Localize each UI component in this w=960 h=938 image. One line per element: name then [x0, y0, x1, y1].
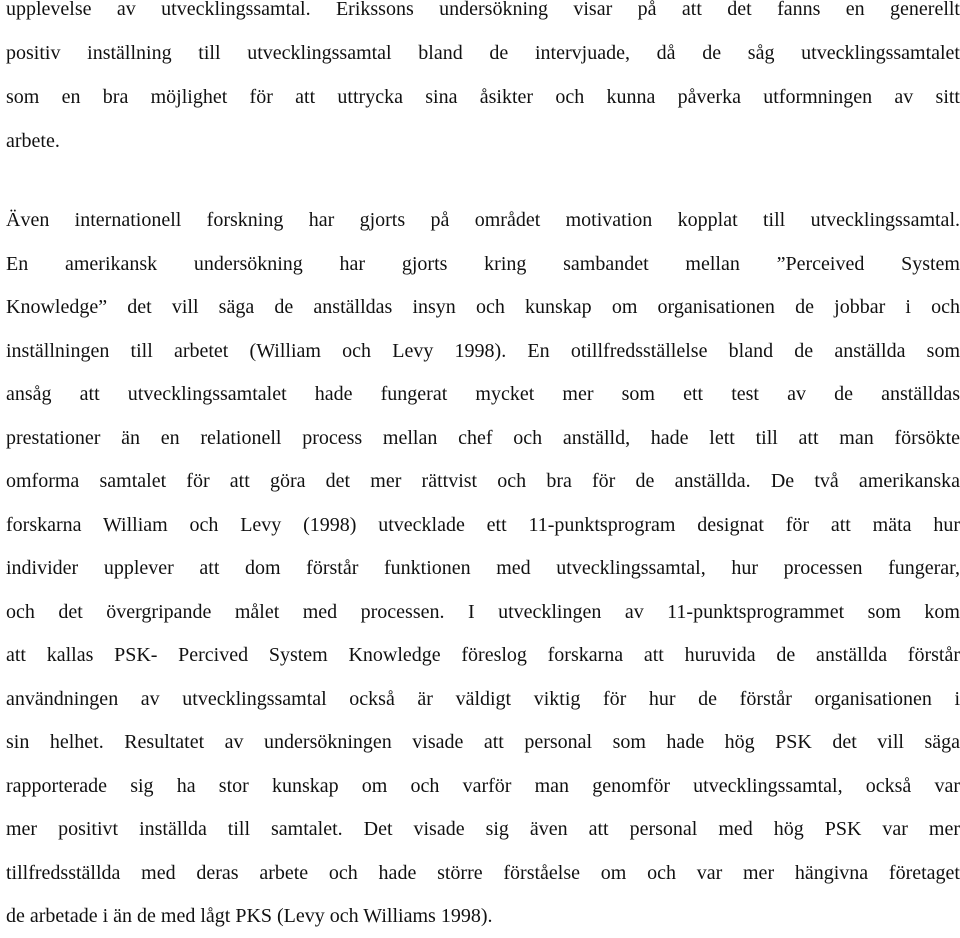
text-line: ansåg att utvecklingssamtalet hade fungerat mycket mer som ett test av de anställdas: [6, 383, 960, 405]
text-line: mer positivt inställda till samtalet. Det visade sig även att personal med hög PSK var mer: [6, 818, 960, 840]
text-line: prestationer än en relationell process mellan chef och anställd, hade lett till att man försökte: [6, 427, 960, 449]
text-line: arbete.: [6, 130, 60, 152]
text-line: individer upplever att dom förstår funktionen med utvecklingssamtal, hur processen fungerar,: [6, 557, 960, 579]
text-line: positiv inställning till utvecklingssamtal bland de intervjuade, då de såg utvecklingssamtalet: [6, 42, 960, 64]
text-line: En amerikansk undersökning har gjorts kring sambandet mellan ”Perceived System: [6, 253, 960, 275]
text-line: de arbetade i än de med lågt PKS (Levy och Williams 1998).: [6, 905, 493, 927]
text-line: Även internationell forskning har gjorts på området motivation kopplat till utvecklingssamtal.: [6, 209, 960, 231]
text-line: inställningen till arbetet (William och Levy 1998). En otillfredsställelse bland de anställda som: [6, 340, 960, 362]
text-line: omforma samtalet för att göra det mer rättvist och bra för de anställda. De två amerikanska: [6, 470, 960, 492]
text-line: tillfredsställda med deras arbete och hade större förståelse om och var mer hängivna företaget: [6, 862, 960, 884]
text-line: användningen av utvecklingssamtal också är väldigt viktig för hur de förstår organisationen i: [6, 688, 960, 710]
text-line: sin helhet. Resultatet av undersökningen visade att personal som hade hög PSK det vill säga: [6, 731, 960, 753]
text-line: att kallas PSK- Percived System Knowledge föreslog forskarna att huruvida de anställda förstår: [6, 644, 960, 666]
text-line: upplevelse av utvecklingssamtal. Erikssons undersökning visar på att det fanns en generellt: [6, 0, 960, 20]
text-line: forskarna William och Levy (1998) utvecklade ett 11-punktsprogram designat för att mäta hur: [6, 514, 960, 536]
text-line: rapporterade sig ha stor kunskap om och varför man genomför utvecklingssamtal, också var: [6, 775, 960, 797]
text-line: och det övergripande målet med processen. I utvecklingen av 11-punktsprogrammet som kom: [6, 601, 960, 623]
text-line: Knowledge” det vill säga de anställdas insyn och kunskap om organisationen de jobbar i och: [6, 296, 960, 318]
text-line: som en bra möjlighet för att uttrycka sina åsikter och kunna påverka utformningen av sitt: [6, 86, 960, 108]
